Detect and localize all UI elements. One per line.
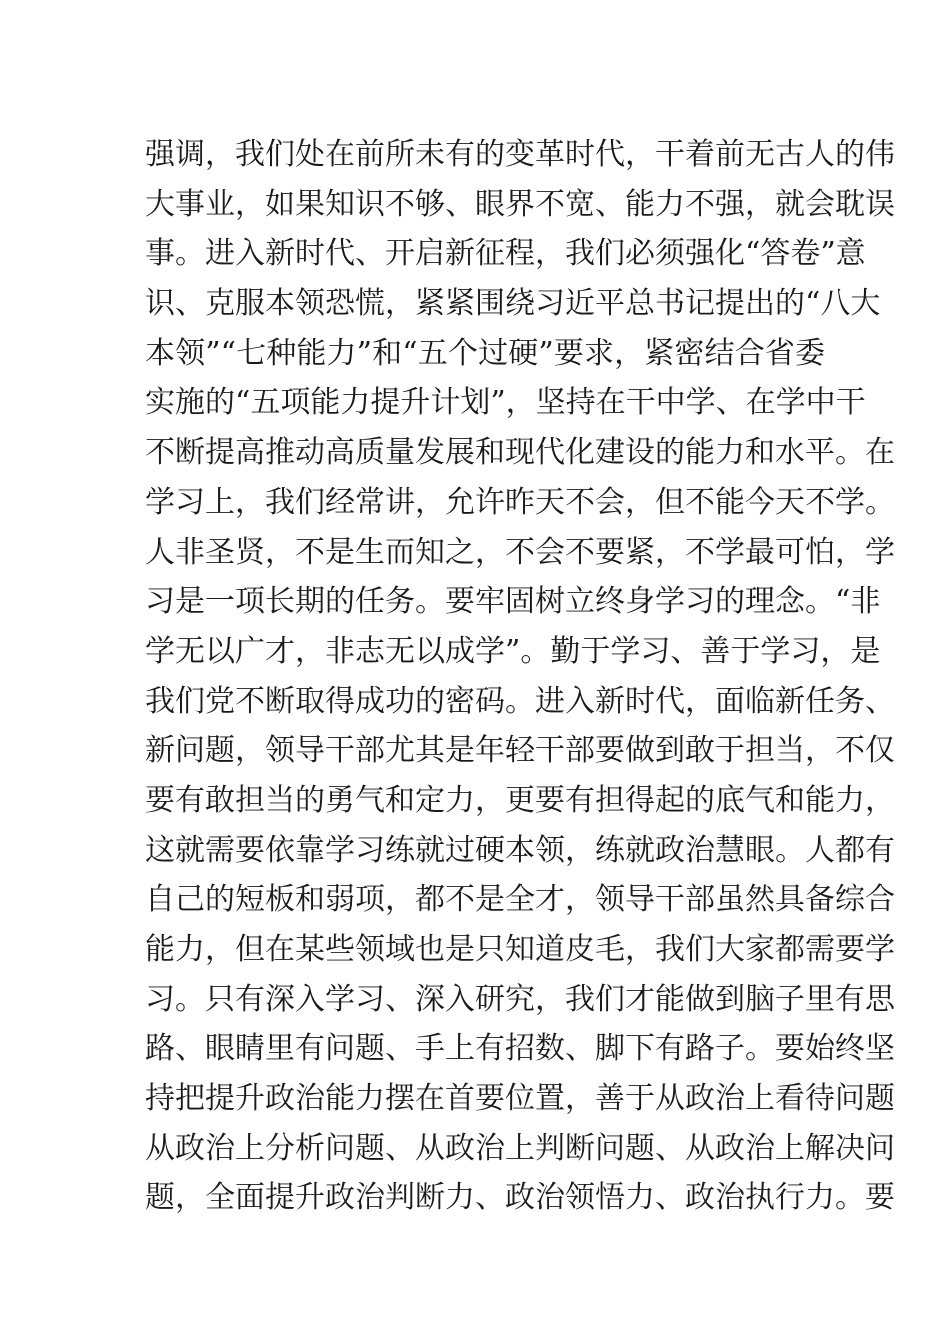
- text-line: 不断提高推动高质量发展和现代化建设的能力和水平。在: [145, 435, 895, 471]
- text-line: 自己的短板和弱项，都不是全才，领导干部虽然具备综合: [145, 882, 895, 918]
- text-line: 持把提升政治能力摆在首要位置，善于从政治上看待问题: [145, 1081, 895, 1117]
- text-line: 习。只有深入学习、深入研究，我们才能做到脑子里有思: [145, 981, 895, 1017]
- text-line: 人非圣贤，不是生而知之，不会不要紧，不学最可怕，学: [145, 534, 895, 570]
- text-line: 要有敢担当的勇气和定力，更要有担得起的底气和能力，: [145, 782, 895, 818]
- text-line: 强调，我们处在前所未有的变革时代，干着前无古人的伟: [145, 137, 895, 172]
- text-line: 路、眼睛里有问题、手上有招数、脚下有路子。要始终坚: [145, 1031, 895, 1067]
- text-line: 题，全面提升政治判断力、政治领悟力、政治执行力。要: [145, 1180, 895, 1216]
- text-line: 能力，但在某些领域也是只知道皮毛，我们大家都需要学: [145, 932, 895, 967]
- body-paragraph: [145, 130, 895, 1223]
- text-line: 事。进入新时代、开启新征程，我们必须强化“答卷”意: [145, 236, 866, 272]
- text-line: 学无以广才，非志无以成学”。勤于学习、善于学习，是: [145, 633, 881, 669]
- text-line: 这就需要依靠学习练就过硬本领，练就政治慧眼。人都有: [145, 832, 895, 868]
- text-line: 学习上，我们经常讲，允许昨天不会，但不能今天不学。: [145, 484, 895, 520]
- text-line: 实施的“五项能力提升计划”，坚持在干中学、在学中干: [145, 385, 866, 421]
- text-line: 习是一项长期的任务。要牢固树立终身学习的理念。“非: [145, 584, 881, 620]
- text-line: 从政治上分析问题、从政治上判断问题、从政治上解决问: [145, 1130, 895, 1166]
- text-line: 识、克服本领恐慌，紧紧围绕习近平总书记提出的“八大: [145, 286, 881, 322]
- text-line: 新问题，领导干部尤其是年轻干部要做到敢于担当，不仅: [145, 733, 895, 769]
- text-line: 大事业，如果知识不够、眼界不宽、能力不强，就会耽误: [145, 186, 895, 222]
- text-line: 本领”“七种能力”和“五个过硬”要求，紧密结合省委: [145, 335, 825, 371]
- text-line: 我们党不断取得成功的密码。进入新时代，面临新任务、: [145, 683, 895, 719]
